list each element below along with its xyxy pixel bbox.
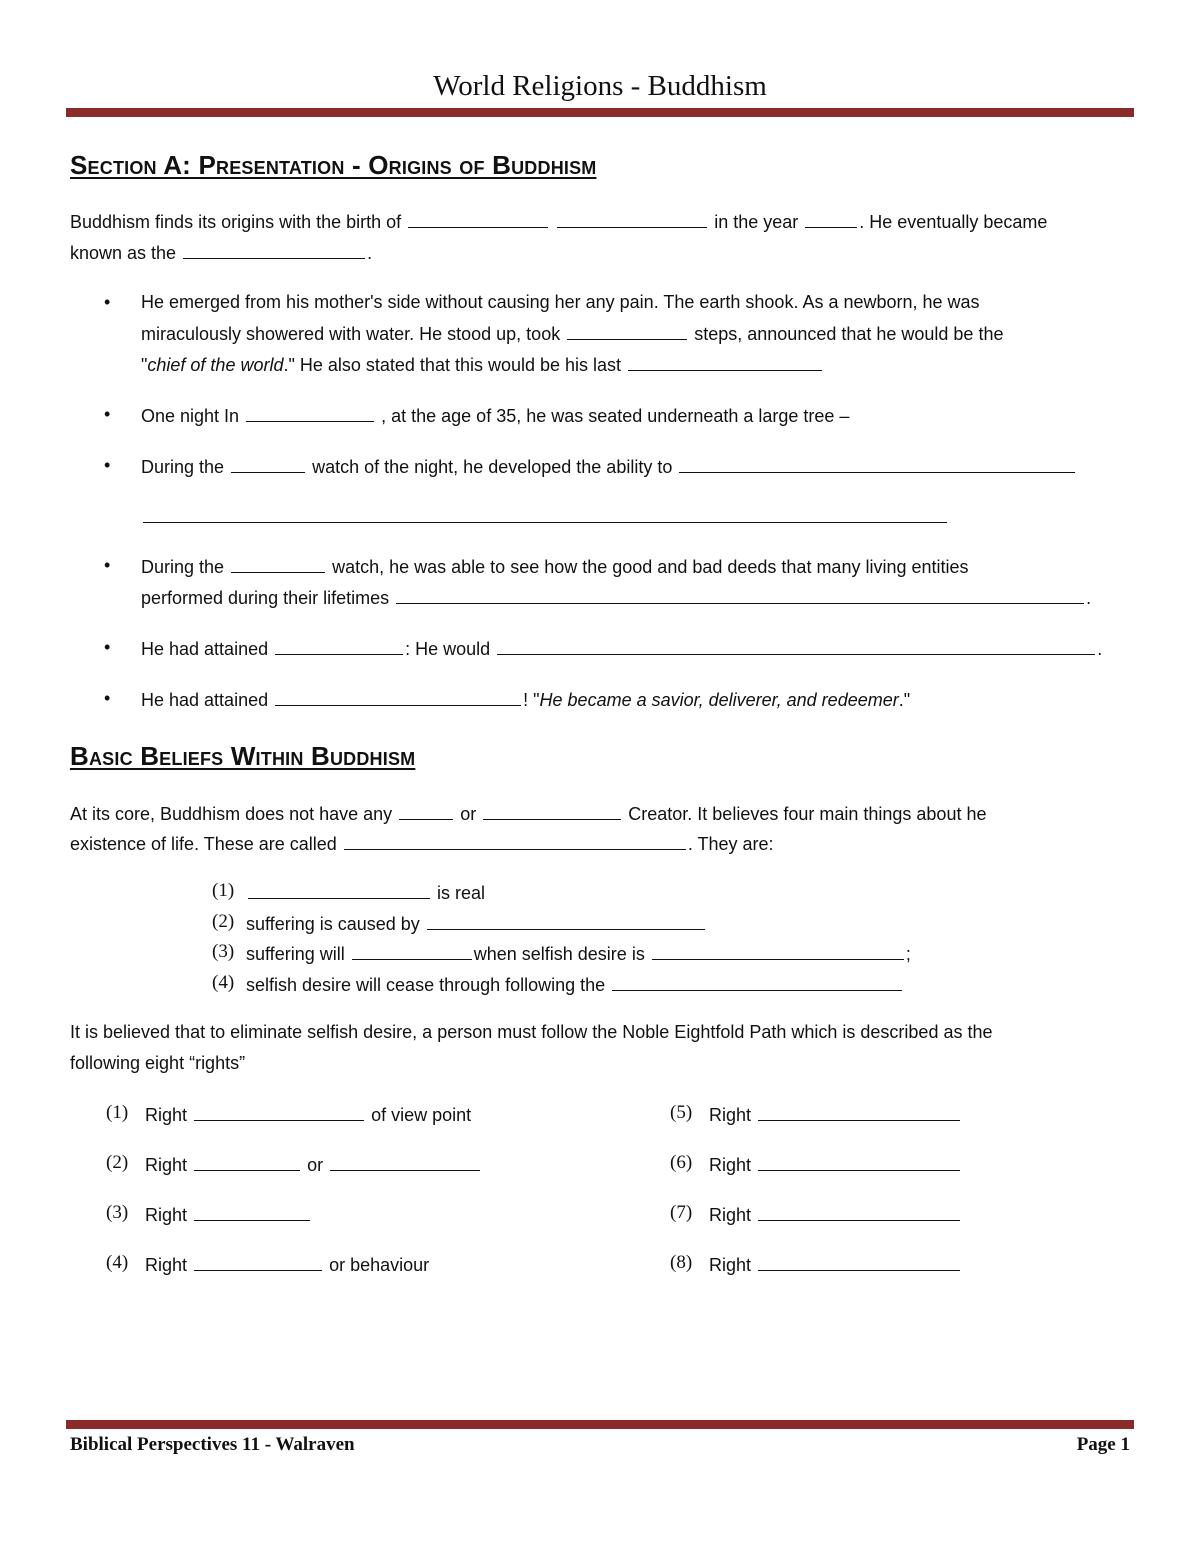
blank-field[interactable]: [275, 687, 521, 706]
bullet-6-line: [141, 687, 910, 711]
bullet-4-line-2: [141, 585, 1091, 609]
beliefs-line-1: [70, 801, 986, 825]
blank-field[interactable]: [143, 504, 947, 523]
truth-3: [246, 941, 911, 965]
truth-text: suffering is caused by: [246, 914, 420, 934]
bullet-text: One night In: [141, 406, 240, 426]
bullet-text: watch of the night, he developed the ability to: [312, 457, 673, 477]
blank-field[interactable]: [758, 1252, 960, 1271]
bullet-text: ! ": [523, 690, 540, 710]
bullet-icon: •: [104, 637, 111, 657]
right-text: Right: [709, 1205, 752, 1225]
blank-field[interactable]: [194, 1152, 300, 1171]
bullet-text: During the: [141, 557, 225, 577]
right-text: Right: [709, 1105, 752, 1125]
blank-field[interactable]: [194, 1102, 364, 1121]
bullet-3-line: [141, 454, 1077, 478]
beliefs-text: existence of life. These are called: [70, 834, 337, 854]
right-text: or: [307, 1155, 324, 1175]
right-number: (7): [670, 1202, 693, 1223]
blank-field[interactable]: [330, 1152, 480, 1171]
footer-course: Biblical Perspectives 11 - Walraven: [70, 1434, 355, 1455]
bullet-icon: •: [104, 555, 111, 575]
bullet-text: He had attained: [141, 639, 269, 659]
intro-line-1: [70, 209, 1047, 233]
bullet-text: .: [1097, 639, 1103, 659]
intro-text: known as the: [70, 243, 177, 263]
right-2: [145, 1152, 482, 1176]
truth-number: (2): [212, 911, 235, 932]
blank-field[interactable]: [246, 403, 374, 422]
right-text: Right: [145, 1155, 188, 1175]
right-text: of view point: [371, 1105, 472, 1125]
bullet-text: miraculously showered with water. He stood up, took: [141, 324, 561, 344]
beliefs-text: or: [460, 804, 477, 824]
blank-field[interactable]: [399, 801, 453, 820]
right-number: (2): [106, 1152, 129, 1173]
page-title: World Religions - Buddhism: [433, 70, 767, 102]
blank-field[interactable]: [758, 1102, 960, 1121]
footer-page-number: Page 1: [1076, 1434, 1130, 1455]
bullet-text: , at the age of 35, he was seated underneath a large tree –: [381, 406, 850, 426]
bullet-1-line-2: [141, 321, 1003, 345]
truth-4: [246, 972, 904, 996]
header-rule: [66, 108, 1134, 117]
footer-rule: [66, 1420, 1134, 1429]
truth-number: (3): [212, 941, 235, 962]
truth-text: suffering will: [246, 944, 345, 964]
blank-field[interactable]: [275, 636, 403, 655]
truth-text: selfish desire will cease through following the: [246, 975, 606, 995]
truth-1: [246, 880, 485, 904]
right-3: [145, 1202, 312, 1226]
bullet-4-line-1: [141, 554, 969, 578]
right-6: [709, 1152, 962, 1176]
right-5: [709, 1102, 962, 1126]
blank-field[interactable]: [231, 454, 305, 473]
blank-field[interactable]: [231, 554, 325, 573]
section-b-heading: Basic Beliefs Within Buddhism: [70, 741, 416, 771]
blank-field[interactable]: [194, 1202, 310, 1221]
bullet-1-line-1: He emerged from his mother's side without causing her any pain. The earth shook. As a newborn, he was: [141, 292, 980, 312]
bullet-5-line: [141, 636, 1102, 660]
right-number: (5): [670, 1102, 693, 1123]
blank-field[interactable]: [183, 240, 365, 259]
blank-field[interactable]: [344, 831, 686, 850]
bullet-text: He had attained: [141, 690, 269, 710]
bullet-text: steps, announced that he would be the: [694, 324, 1004, 344]
beliefs-text: At its core, Buddhism does not have any: [70, 804, 393, 824]
path-line-2: following eight “rights”: [70, 1053, 246, 1073]
bullet-text: During the: [141, 457, 225, 477]
bullet-2-line: [141, 403, 849, 427]
blank-field[interactable]: [652, 941, 904, 960]
truth-text: when selfish desire is: [473, 944, 645, 964]
blank-field[interactable]: [396, 585, 1084, 604]
bullet-text: : He would: [405, 639, 491, 659]
truth-2: [246, 911, 707, 935]
intro-text: Buddhism finds its origins with the birth of: [70, 212, 402, 232]
blank-field[interactable]: [805, 209, 857, 228]
bullet-3-line-2: [141, 504, 949, 528]
right-number: (4): [106, 1252, 129, 1273]
right-number: (6): [670, 1152, 693, 1173]
truth-text: is real: [437, 883, 486, 903]
right-1: [145, 1102, 471, 1126]
bullet-icon: •: [104, 688, 111, 708]
path-line-1: It is believed that to eliminate selfish desire, a person must follow the Noble Eightfold Path which is described as the: [70, 1022, 993, 1042]
bullet-icon: •: [104, 404, 111, 424]
right-text: Right: [709, 1155, 752, 1175]
intro-text: . He eventually became: [859, 212, 1048, 232]
blank-field[interactable]: [352, 941, 472, 960]
right-8: [709, 1252, 962, 1276]
bullet-italic-text: He became a savior, deliverer, and redeemer: [539, 690, 899, 710]
blank-field[interactable]: [483, 801, 621, 820]
intro-line-2: [70, 240, 372, 264]
right-number: (8): [670, 1252, 693, 1273]
bullet-text: watch, he was able to see how the good and bad deeds that many living entities: [332, 557, 969, 577]
bullet-text: performed during their lifetimes: [141, 588, 390, 608]
blank-field[interactable]: [248, 880, 430, 899]
blank-field[interactable]: [628, 352, 822, 371]
truth-text: ;: [905, 944, 911, 964]
right-4: [145, 1252, 429, 1276]
intro-text: .: [367, 243, 373, 263]
truth-number: (1): [212, 880, 235, 901]
blank-field[interactable]: [497, 636, 1095, 655]
section-a-heading: Section A: Presentation - Origins of Buddhism: [70, 150, 597, 180]
right-number: (3): [106, 1202, 129, 1223]
right-text: or behaviour: [329, 1255, 430, 1275]
intro-text: in the year: [714, 212, 799, 232]
right-number: (1): [106, 1102, 129, 1123]
blank-field[interactable]: [567, 321, 687, 340]
blank-field[interactable]: [557, 209, 707, 228]
right-text: Right: [145, 1205, 188, 1225]
blank-field[interactable]: [679, 454, 1075, 473]
right-text: Right: [709, 1255, 752, 1275]
bullet-text: .: [1086, 588, 1092, 608]
blank-field[interactable]: [758, 1202, 960, 1221]
blank-field[interactable]: [408, 209, 548, 228]
bullet-icon: •: [104, 292, 111, 312]
beliefs-line-2: [70, 831, 774, 855]
bullet-text: .": [898, 690, 911, 710]
bullet-italic-text: chief of the world: [147, 355, 284, 375]
right-7: [709, 1202, 962, 1226]
truth-number: (4): [212, 972, 235, 993]
bullet-icon: •: [104, 455, 111, 475]
blank-field[interactable]: [758, 1152, 960, 1171]
blank-field[interactable]: [427, 911, 705, 930]
blank-field[interactable]: [612, 972, 902, 991]
blank-field[interactable]: [194, 1252, 322, 1271]
right-text: Right: [145, 1255, 188, 1275]
bullet-text: ." He also stated that this would be his last: [283, 355, 622, 375]
bullet-1-line-3: [141, 352, 824, 376]
right-text: Right: [145, 1105, 188, 1125]
beliefs-text: Creator. It believes four main things about he: [628, 804, 987, 824]
beliefs-text: . They are:: [687, 834, 774, 854]
bullet-text: ": [141, 355, 148, 375]
